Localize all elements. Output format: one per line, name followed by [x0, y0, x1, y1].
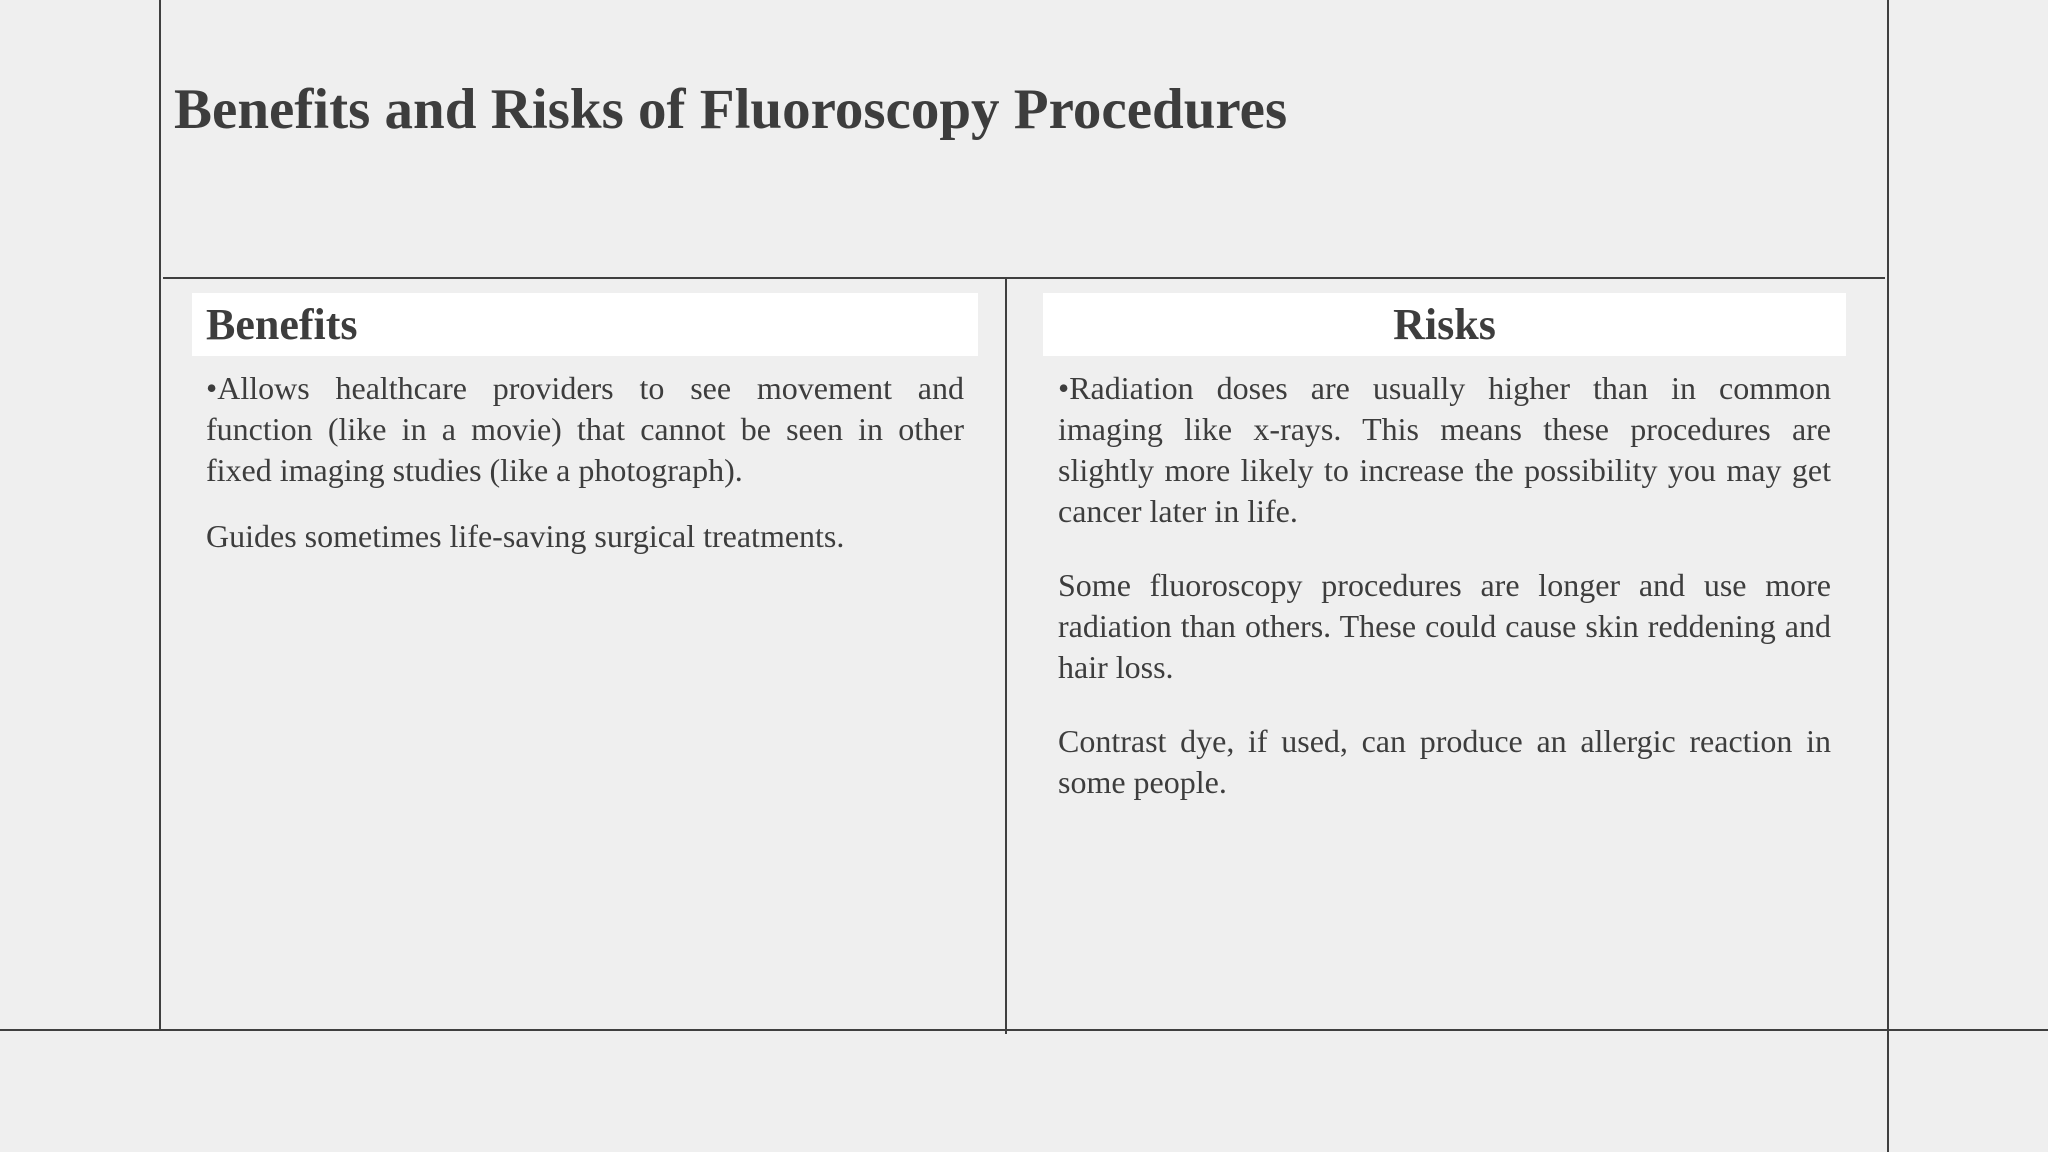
benefits-column [206, 368, 964, 557]
risks-paragraph-radiation-dose: •Radiation doses are usually higher than in common imaging like x-rays. This means these procedures are slightly more likely to increase the possibility you may get cancer later in life. [1058, 370, 1831, 529]
benefits-paragraph-surgical: Guides sometimes life-saving surgical treatments. [206, 518, 845, 554]
risks-paragraph-contrast-dye: Contrast dye, if used, can produce an allergic reaction in some people. [1058, 723, 1831, 800]
frame-left-border [159, 0, 161, 1031]
risks-column [1058, 368, 1831, 803]
risks-heading: Risks [1043, 293, 1846, 356]
frame-bottom-border [0, 1029, 2048, 1031]
benefits-heading: Benefits [192, 293, 978, 356]
risks-paragraph-skin-reddening: Some fluoroscopy procedures are longer and use more radiation than others. These could cause skin reddening and hair loss. [1058, 567, 1831, 685]
benefits-paragraph-movement: •Allows healthcare providers to see movement and function (like in a movie) that cannot be seen in other fixed imaging studies (like a photograph). [206, 370, 964, 488]
column-divider [1005, 278, 1007, 1034]
slide-title: Benefits and Risks of Fluoroscopy Procedures [174, 78, 1288, 141]
table-top-border [163, 277, 1885, 279]
frame-right-border [1887, 0, 1889, 1152]
